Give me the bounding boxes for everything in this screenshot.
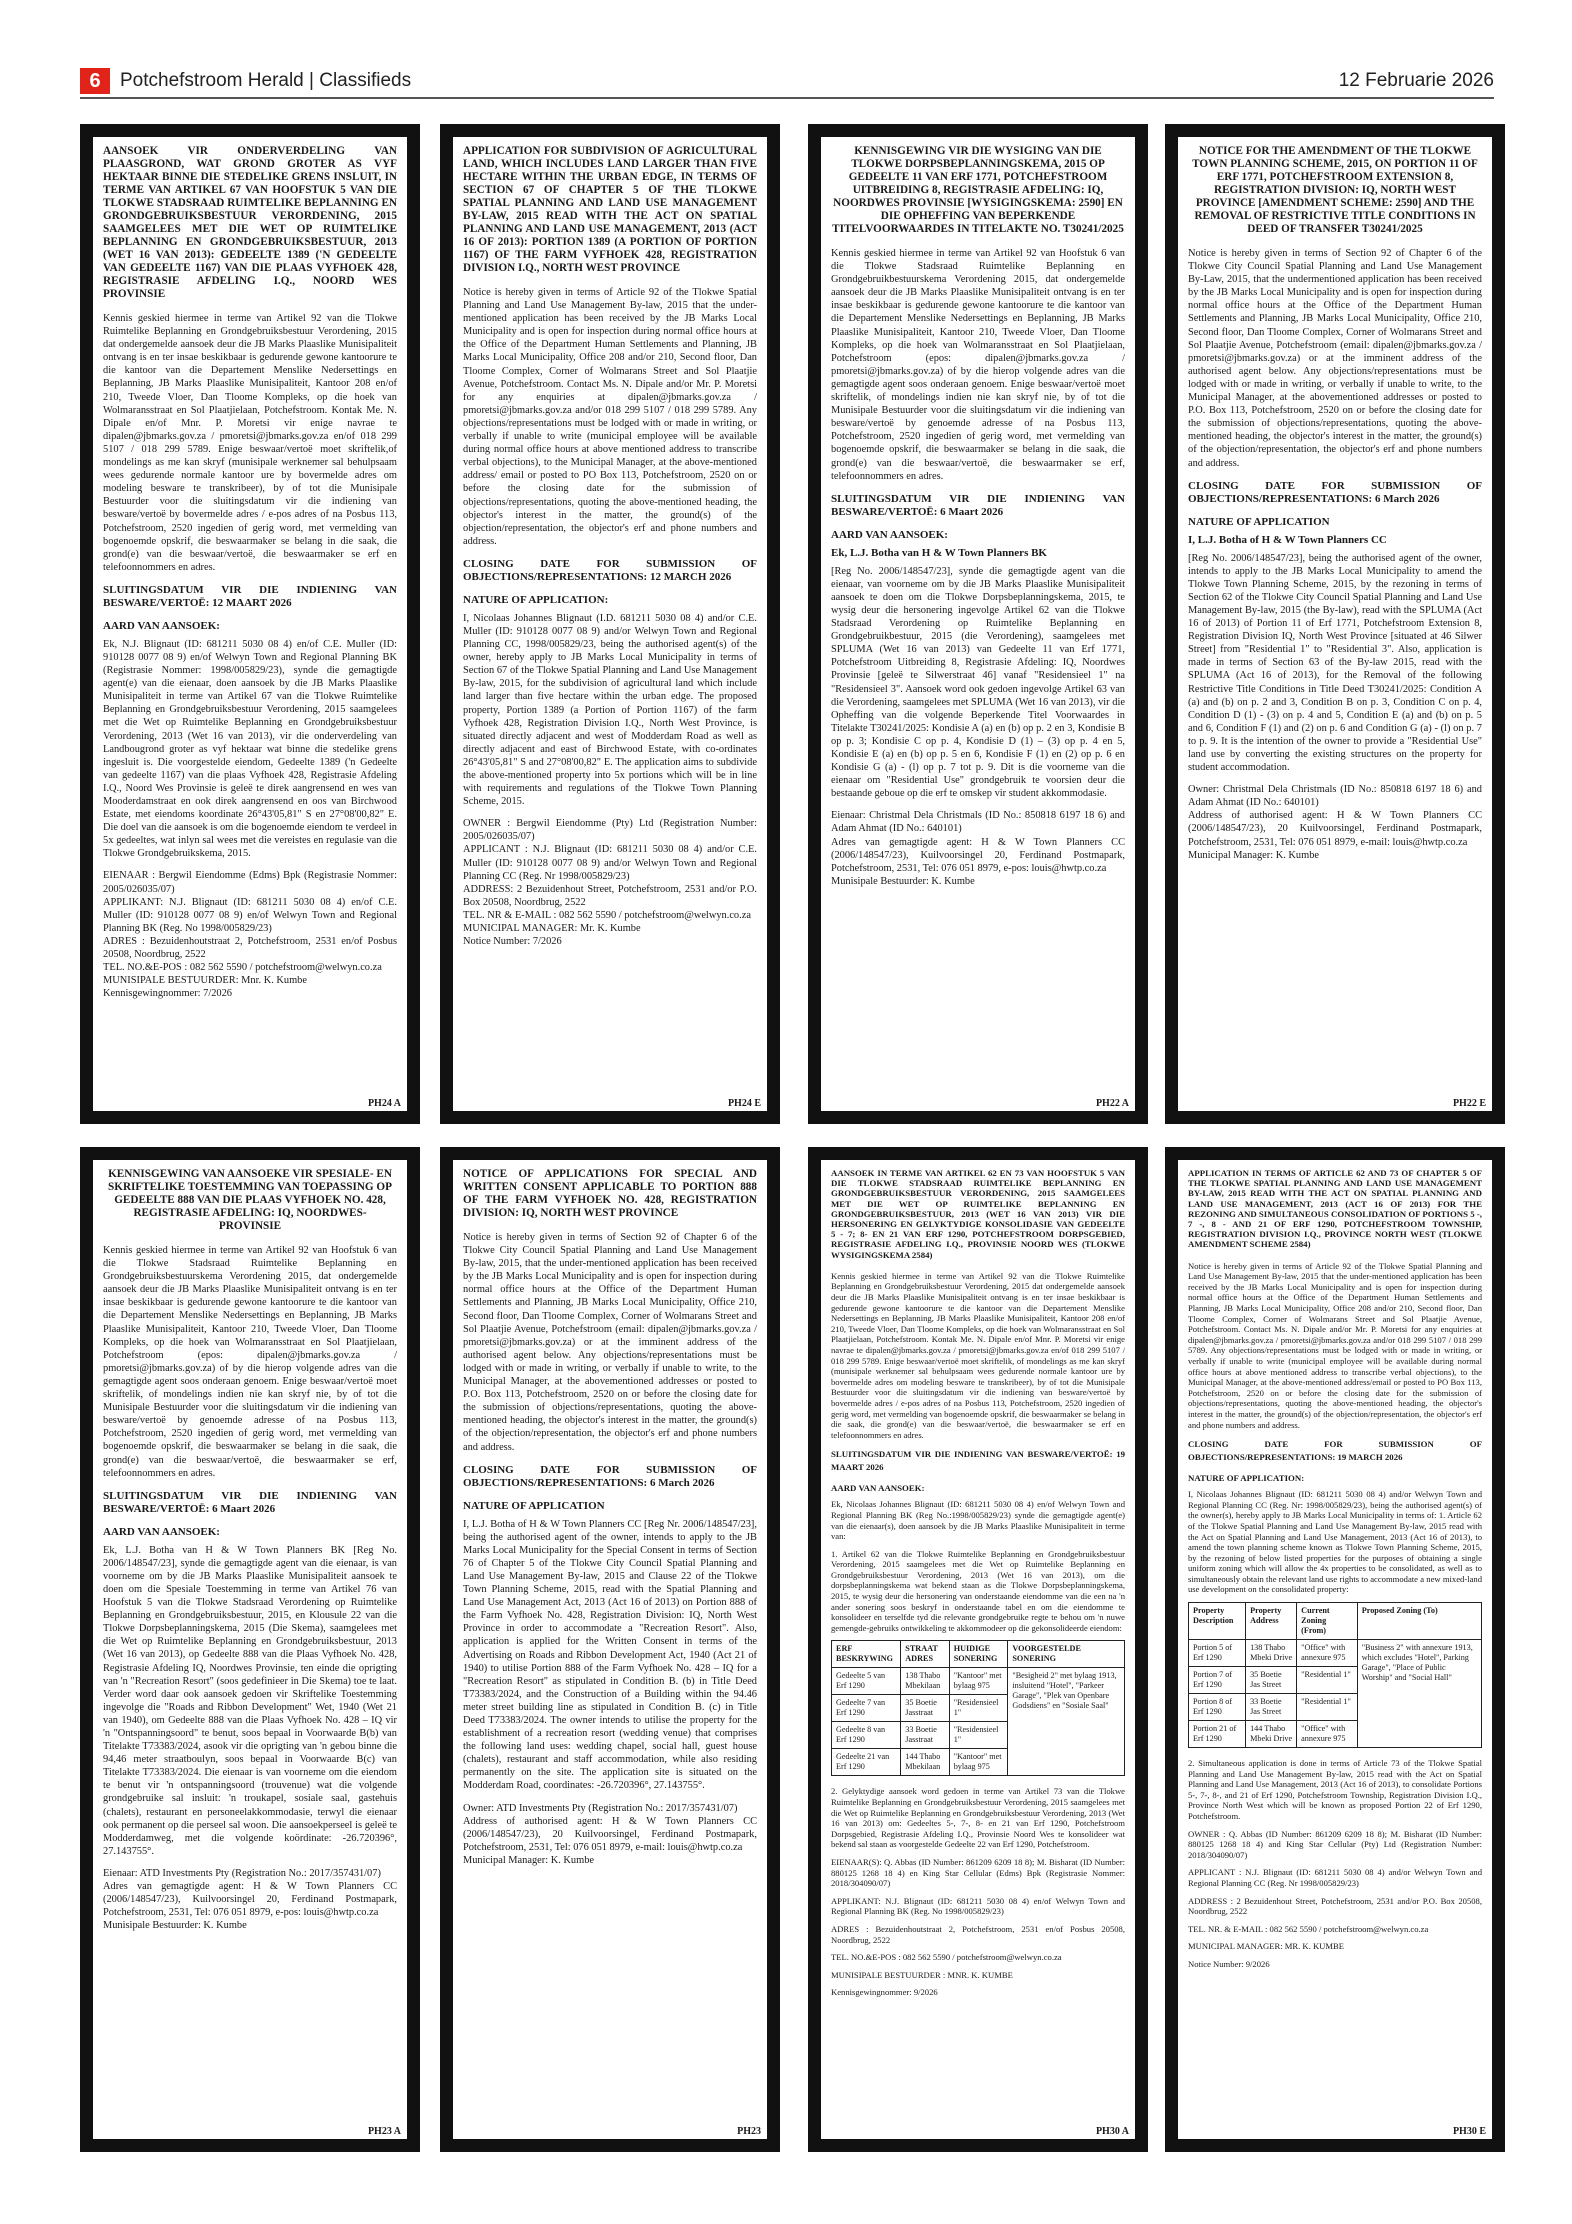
table-cell: "Besigheid 2" met bylaag 1913, insluitend "Hotel", "Parkeer Garage", "Plek van Openbare Godsdiens" en "Sosiale Saal" xyxy=(1008,1668,1125,1776)
contact-line: TEL. NO.&E-POS : 082 562 5590 / potchefstroom@welwyn.co.za xyxy=(831,1952,1062,1963)
agent-address: Adres van gemagtigde agent: H & W Town Planners CC (2006/148547/23), Kuilvoorsingel 20, Ferdinand Postmapark, Potchefstroom, 2531, Tel: 076 051 8979, e-pos: louis@hwtp.co.za xyxy=(103,1881,397,1919)
column-header: STRAAT ADRES xyxy=(901,1641,949,1668)
application-heading: NATURE OF APPLICATION xyxy=(1188,515,1330,528)
address-line: ADRES : Bezuidenhoutstraat 2, Potchefstroom, 2531 en/of Posbus 20508, Noordbrug, 2522 xyxy=(103,935,397,961)
table-cell: "Residential 1" xyxy=(1297,1667,1358,1694)
table-cell: 35 Boetie Jas Street xyxy=(1246,1667,1297,1694)
contact-line: TEL. NR. & E-MAIL : 082 562 5590 / potchefstroom@welwyn.co.za xyxy=(1188,1923,1429,1934)
notice-ph30e xyxy=(1165,1147,1505,2152)
notice-ph22a xyxy=(808,124,1148,1124)
applicant-line: APPLIKANT: N.J. Blignaut (ID: 681211 5030 08 4) en/of C.E. Muller (ID: 910128 0077 08 9) en/of Welwyn Town and Regional Planning BK (Reg. No 1998/005829/23) xyxy=(103,896,397,934)
manager-line: MUNICIPAL MANAGER: Mr. K. Kumbe xyxy=(463,923,641,935)
table-header-row xyxy=(1189,1603,1482,1640)
address-line: ADDRESS : 2 Bezuidenhout Street, Potchefstroom, 2531 and/or P.O. Box 20508, Noordbrug, 2522 xyxy=(1188,1895,1482,1917)
notice-banner-top: KENNISGEWINGS • NOTICES xyxy=(453,124,767,137)
notice-reference: PH24 E xyxy=(727,1098,761,1109)
application-heading: AARD VAN AANSOEK: xyxy=(103,619,220,632)
notice-banner-top: KENNISGEWINGS • NOTICES xyxy=(93,1147,407,1160)
notice-reference: PH23 xyxy=(737,2126,761,2137)
notice-title: APPLICATION FOR SUBDIVISION OF AGRICULTURAL LAND, WHICH INCLUDES LAND LARGER THAN FIVE HECTARE WITHIN THE URBAN EDGE, IN TERMS OF SECTION 67 OF CHAPTER 5 OF THE TLOKWE SPATIAL PLANNING AND LAND USE MANAGEMENT BY-LAW, 2015 READ WITH THE ACT ON SPATIAL PLANNING AND LAND USE MANAGEMENT, 2013 (ACT 16 OF 2013): PORTION 1389 (A PORTION OF PORTION 1167) OF THE FARM VYFHOEK 428, REGISTRATION DIVISION I.Q., NORTH WEST PROVINCE xyxy=(463,145,757,274)
table-cell: Gedeelte 7 van Erf 1290 xyxy=(832,1695,901,1722)
agent-name: Ek, L.J. Botha van H & W Town Planners BK xyxy=(831,546,1047,559)
owner-line: EIENAAR : Bergwil Eiendomme (Edms) Bpk (Registrasie Nommer: 2005/026035/07) xyxy=(103,870,397,895)
table-cell: 138 Thabo Mbekilaan xyxy=(901,1668,949,1695)
owner-line: OWNER : Q. Abbas (ID Number: 861209 6209 18 8); M. Bisharat (ID Number: 880125 1268 18 4) and King Star Cellular (Pty) Ltd (Registration Number: 2018/304090/07) xyxy=(1188,1828,1482,1860)
column-header: VOORGESTELDE SONERING xyxy=(1008,1641,1125,1668)
notice-title: AANSOEK IN TERME VAN ARTIKEL 62 EN 73 VAN HOOFSTUK 5 VAN DIE TLOKWE STADSRAAD RUIMTELIKE BEPLANNING EN GRONDGEBRUIKSBESTUUR VERORDENING, 2015 SAAMGELEES MET DIE WET OP RUIMTELIKE BEPLANNING EN GRONDGEBRUIKSBESTUUR, 2013 (WET 16 VAN 2013) VIR DIE HERSONERING EN GELYKTYDIGE KONSOLIDASIE VAN GEDEELTE 5 - 7; 8- EN 21 VAN ERF 1290, POTCHEFSTROOM DORPSGEBIED, REGISTRASIE AFDELING I.Q., PROVINSIE NOORD WES (TLOKWE WYSIGINGSKEMA 2584) xyxy=(831,1168,1125,1260)
table-row xyxy=(1189,1640,1482,1667)
owner-line: Owner: ATD Investments Pty (Registration No.: 2017/357431/07) xyxy=(463,1802,738,1814)
application-item-1: 1. Artikel 62 van die Tlokwe Ruimtelike Beplanning en Grondgebruiksbestuur Verordening, 2015 saamgelees met die Wet op Ruimtelike Beplanning en Grondgebruiksbestuur Verordening, 2013 (Wet 16 van 2013), om die dorpsbeplanningskema wat bekend staan as die Tlokwe Dorpsbeplanningskema, 2015, te wysig deur die hersonering van onderstaande eiendomme van die een na 'n ander sonering soos beskryf in onderstaande tabel en om die eiendomme te konsolideer en terselfde tyd die relevante grondgebruike regte te behou om 'n nuwe gemengde-gebruiks ontwikkeling te akkommodeer op die gekonsolideerde eiendom: xyxy=(831,1548,1125,1633)
column-header: Property Description xyxy=(1189,1603,1246,1640)
table-cell: Portion 8 of Erf 1290 xyxy=(1189,1694,1246,1721)
publication-title: Potchefstroom Herald | Classifieds xyxy=(120,70,412,91)
issue-date: 12 Februarie 2026 xyxy=(1338,70,1494,91)
rezoning-table xyxy=(831,1640,1125,1776)
table-cell: 33 Boetie Jas Street xyxy=(1246,1694,1297,1721)
application-heading: NATURE OF APPLICATION: xyxy=(1188,1473,1305,1484)
contact-line: TEL. NR & E-MAIL : 082 562 5590 / potchefstroom@welwyn.co.za xyxy=(463,909,751,921)
notice-banner-top: KENNISGEWINGS • NOTICES xyxy=(93,124,407,137)
notice-banner-top: KENNISGEWINGS • NOTICES xyxy=(821,124,1135,137)
table-cell: "Residensieel 1" xyxy=(949,1722,1008,1749)
owner-line: Eienaar: Christmal Dela Christmals (ID No.: 850818 6197 18 6) and Adam Ahmat (ID No.: 640101) xyxy=(831,810,1125,835)
notice-banner-bottom: KENNISGEWINGS • NOTICES xyxy=(1178,2139,1492,2152)
table-cell: "Kantoor" met bylaag 975 xyxy=(949,1749,1008,1776)
applicant-line: APPLICANT : N.J. Blignaut (ID: 681211 5030 08 4) and/or C.E. Muller (ID: 910128 0077 08 9) and/or Welwyn Town and Regional Planning CC (Reg. Nr 1998/005829/23) xyxy=(463,844,757,882)
application-body: [Reg No. 2006/148547/23], being the authorised agent of the owner, intends to apply to the JB Marks Local Municipality to amend the Tlokwe Town Planning Scheme, 2015, by the rezoning in terms of Section 62 of the Tlokwe City Council Spatial Planning and Land Use Management By-law, 2015 (the By-law), read with the SPLUMA (Act 16 of 2013) of Portion 11 of Erf 1771, Potchefstroom Extension 8, Registration Division IQ, North West Province [situated at 46 Silwer Street] from "Residential 1" to "Residential 3". Also, application is made in terms of Section 63 of the By-law 2015, read with the SPLUMA (Act 16 of 2013), for the Removal of the following Restrictive Title Conditions in Title Deed T30241/2025: Condition A (a) and (b) on p. 2 and 3, Condition B on p. 3, Condition C on p. 4, Condition D (1) - (3) on p. 4 and 5, Condition E (a) and (b) on p. 5 and 6, Condition F (1) and (2) on p. 6 and Condition G (a) - (l) on p. 7 to p. 9. It is the intention of the owner to provide a "Residential Use" land use by converting the existing structures on the property for student accommodation. xyxy=(1188,552,1482,774)
notice-reference: PH23 A xyxy=(367,2126,401,2137)
manager-line: Municipal Manager: K. Kumbe xyxy=(1188,849,1320,861)
notice-body: Notice is hereby given in terms of Section 92 of Chapter 6 of the Tlokwe City Council Spatial Planning and Land Use Management By-Law, 2015, that the undermentioned application has been received by the JB Marks Local Municipality and is open for inspection during normal office hours at the Office of the Department Human Settlements and Planning, JB Marks Local Municipality, Office 210, Second floor, Dan Tloome Complex, Corner of Wolmarans Street and Sol Plaatjie Avenue, Potchefstroom (email: dipalen@jbmarks.gov.za / pmoretsi@jbmarks.gov.za) or at the imminent address of the authorised agent below. Any objections/representations must be lodged with or made in writing, or verbally if unable to write, to the Municipal Manager, at the abovementioned addresses or posted to P.O. Box 113, Potchefstroom, 2520 on or before the closing date for the submission of objections/representations, quoting the above-mentioned heading, the objector's interest in the matter, the ground(s) of the objection/representation, the objector's erf and phone numbers and address. xyxy=(1188,248,1482,469)
column-header: Current Zoning (From) xyxy=(1297,1603,1358,1640)
table-row xyxy=(832,1668,1125,1695)
table-cell: 144 Thabo Mbeki Drive xyxy=(1246,1721,1297,1748)
application-item-2: 2. Gelyktydige aansoek word gedoen in terme van Artikel 73 van die Tlokwe Ruimtelike Beplanning en Grondgebruiksbestuur Verordening, 2015 saamgelees met die Wet op Ruimtelike Beplanning en Grondgebruiksbestuur Verordening, 2013 (Wet 16 van 2013) om: Gedeeltes 5-, 7-, 8- en 21 van Erf 1290, Potchefstroom Dorpsgebied, Registrasie Afdeling I.Q., Provinsie Noord Wes te konsolideer wat bekend sal staan as voorgestelde Gedeelte 22 van Erf 1290, Potchefstroom. xyxy=(831,1786,1125,1850)
closing-date-heading: SLUITINGSDATUM VIR DIE INDIENING VAN BESWARE/VERTOË: 19 MAART 2026 xyxy=(831,1449,1125,1473)
notice-ph22e xyxy=(1165,124,1505,1124)
table-cell: Gedeelte 21 van Erf 1290 xyxy=(832,1749,901,1776)
notice-body: Kennis geskied hiermee in terme van Artikel 92 van die Tlokwe Ruimtelike Beplanning en Grondgebruiksbestuur Verordening, 2015 dat ondergemelde aansoek deur die JB Marks Plaaslike Munisipaliteit ontvang is en ter insae beskikbaar is gedurende gewone kantoorure te die kantoor van die Departement Menslike Nedersettings en Beplanning, JB Marks Plaaslike Munisipaliteit, Kantoor 208 en/of 210, Tweede Vloer, Dan Tloome Kompleks, op die hoek van Wolmaransstraat en Sol Plaatjielaan, Potchefstroom. Kontak Me. N. Dipale en/of Mnr. P. Moretsi vir enige navrae te dipalen@jbmarks.gov.za / pmoretsi@jbmarks.gov.za en/of 018 299 5107 / 018 299 5789. Enige beswaar/vertoë moet skriftelik, of mondelings as me kan skryf (munisipale werknemer sal behulpsaam wees gedurende normale kantoor ure by bovermelde adres om modeling besware te transkribeer), by of tot die Munisipale Bestuurder voor die sluitingsdatum vir die indiening van besware/vertoë by bovermelde adres / e-pos adres of na Posbus 113, Potchefstroom, 2520 ingedien of gerig word, met vermelding van bogenoemde opskrif, die beswaarmaker se belang in die saak, die grond(e) van die beswaar/vertoë, die beswaarmaker se erf en telefoonnommers en adres. xyxy=(831,1270,1125,1440)
manager-line: Municipal Manager: K. Kumbe xyxy=(463,1854,595,1866)
application-heading: AARD VAN AANSOEK: xyxy=(103,1525,220,1538)
address-line: ADRES : Bezuidenhoutstraat 2, Potchefstroom, 2531 en/of Posbus 20508, Noordbrug, 2522 xyxy=(831,1923,1125,1945)
owner-line: Eienaar: ATD Investments Pty (Registration No.: 2017/357431/07) xyxy=(103,1867,381,1879)
application-heading: AARD VAN AANSOEK: xyxy=(831,1483,925,1494)
application-body: Ek, L.J. Botha van H & W Town Planners BK [Reg No. 2006/148547/23], synde die gemagtigde agent van die eienaar, is van voorneme om by die JB Marks Plaaslike Munisipaliteit aansoek te doen om die Spesiale Toestemming in terme van Artikel 76 van Hoofstuk 5 van die Tlokwe Stadsraad Verordening op Ruimtelike Beplanning en Grondgebruiksbestuur, 2015, en Klousule 22 van die Tlokwe Dorpsbeplanningskema, 2015 (Die Skema), saamgelees met die Wet op Ruimtelike Beplanning en Grondgebruiksbestuur, 2013 (Wet 16 van 2013), op Gedeelte 888 van die Plaas Vyfhoek No. 428, Registrasie Afdeling IQ, Noordwes Provinsie, ten einde die oprigting van 'n "Recreation Resort" (soos gedefinieer in Die Skema) toe te laat. Verder word daar ook aansoek gedoen vir Skriftelike Toestemming ingevolge die "Roads and Ribbon Development" Wet, 1940 (Wet 21 van 1940), om Gedeelte 888 van die Plaas Vyfhoek No. 428 – IQ vir 'n "Ontspanningsoord" te benut, soos bepaal in Voorwaarde B(b) van Titelakte T73383/2024, asook vir die oprigting van 'n gebou binne die 94,46 meter straatboulyn, soos bepaal in Voorwaarde B(c) van Titelakte T73383/2024. Die eienaar is van voorneme om die eiendom te benut vir 'n ontspanningsoord (trouvenue) wat die volgende grondgebruike sal insluit: 'n troukapel, sosiale saal, gastehuis (chalets), restaurant en personeelakkommodasie, terwyl die eienaar ook permanent op die perseel sal woon. Die aansoekperseel is geleë te Modderdamweg, met die volgende koördinate: -26.720396°, 27.143755°. xyxy=(103,1544,397,1857)
applicant-line: APPLIKANT: N.J. Blignaut (ID: 681211 5030 08 4) en/of Welwyn Town and Regional Planning BK (Reg. No 1998/005829/23) xyxy=(831,1895,1125,1917)
table-cell: 35 Boetie Jasstraat xyxy=(901,1695,949,1722)
notice-reference: PH22 E xyxy=(1452,1098,1486,1109)
notice-banner-bottom: KENNISGEWINGS • NOTICES xyxy=(821,2139,1135,2152)
table-cell: 138 Thabo Mbeki Drive xyxy=(1246,1640,1297,1667)
application-body: I, Nicolaas Johannes Blignaut (ID: 681211 5030 08 4) and/or Welwyn Town and Regional Planning CC (Reg. Nr: 1998/005829/23), being the authorised agent(s) of the owner(s), hereby apply to JB Marks Local Municipality in terms of: 1. Article 62 of the Tlokwe Spatial Planning and Land Use Management By-law, 2015 read with the Act on Spatial Planning and Land Use Management, 2013 (Act 16 of 2013), to amend the town planning scheme known as Tlokwe Town Planning Scheme, 2015, by the rezoning of below listed properties for the purposes of obtaining a single uniform zoning which will allow the 4x properties to be consolidated, as well as to simultaneously obtain the relevant land use rights to accommodate a new mixed-land use development on the consolidated property: xyxy=(1188,1489,1482,1595)
manager-line: MUNISIPALE BESTUURDER: Mnr. K. Kumbe xyxy=(103,975,307,987)
column-header: Proposed Zoning (To) xyxy=(1357,1603,1481,1640)
table-cell: 144 Thabo Mbekilaan xyxy=(901,1749,949,1776)
notice-title: KENNISGEWING VIR DIE WYSIGING VAN DIE TLOKWE DORPSBEPLANNINGSKEMA, 2015 OP GEDEELTE 11 VAN ERF 1771, POTCHEFSTROOM UITBREIDING 8, REGISTRASIE AFDELING: IQ, NOORDWES PROVINSIE [WYSIGINGSKEMA: 2590] EN DIE OPHEFFING VAN BEPERKENDE TITELVOORWAARDES IN TITELAKTE NO. T30241/2025 xyxy=(832,145,1124,235)
notice-reference: PH30 A xyxy=(1095,2126,1129,2137)
notice-title: KENNISGEWING VAN AANSOEKE VIR SPESIALE- EN SKRIFTELIKE TOESTEMMING VAN TOEPASSING OP GEDEELTE 888 VAN DIE PLAAS VYFHOEK NO. 428, REGISTRASIE AFDELING: IQ, NOORDWES-PROVINSIE xyxy=(108,1168,392,1232)
manager-line: MUNISIPALE BESTUURDER : MNR. K. KUMBE xyxy=(831,1969,1013,1980)
table-cell: "Office" with annexure 975 xyxy=(1297,1640,1358,1667)
notice-banner-top: KENNISGEWINGS • NOTICES xyxy=(1178,124,1492,137)
notice-number: Notice Number: 7/2026 xyxy=(463,936,562,948)
notice-number: Kennisgewingnommer: 9/2026 xyxy=(831,1987,938,1998)
table-cell: Portion 7 of Erf 1290 xyxy=(1189,1667,1246,1694)
application-heading: NATURE OF APPLICATION xyxy=(463,1499,605,1512)
owner-line: Owner: Christmal Dela Christmals (ID No.: 850818 6197 18 6) and Adam Ahmat (ID No.: 640101) xyxy=(1188,784,1482,809)
closing-date-heading: CLOSING DATE FOR SUBMISSION OF OBJECTIONS/REPRESENTATIONS: 19 MARCH 2026 xyxy=(1188,1439,1482,1463)
notice-ph23 xyxy=(440,1147,780,2152)
application-item-2: 2. Simultaneous application is done in terms of Article 73 of the Tlokwe Spatial Planning and Land Use Management By-law, 2015 read with the Act on Spatial Planning and Land Use Management, 2013 (Act 16 of 2013), to consolidate Portions 5-, 7-, 8-, and 21 of Erf 1290, Potchefstroom Township, Registration Division I.Q., Province North West which will be known as proposed Portion 22 of Erf 1290, Potchefstroom. xyxy=(1188,1758,1482,1822)
column-header: Property Address xyxy=(1246,1603,1297,1640)
column-header: HUIDIGE SONERING xyxy=(949,1641,1008,1668)
table-cell: 33 Boetie Jasstraat xyxy=(901,1722,949,1749)
application-body: Ek, N.J. Blignaut (ID: 681211 5030 08 4) en/of C.E. Muller (ID: 910128 0077 08 9) en/of Welwyn Town and Regional Planning BK (Registrasie Nommer: 1998/005829/23), synde die gemagtigde agent(e) van die eienaar, doen aansoek by die JB Marks Plaaslike Munisipaliteit in terme van Artikel 67 van die Tlokwe Ruimtelike Beplanning en Grondgebruiksbestuur Verordening, 2015 saamgelees met die Wet op Ruimtelike Beplanning en Grondgebruiksbestuur Verordening, 2013 (Wet 16 van 2013), vir die onderverdeling van Landbougrond groter as vyf hektaar wat binne die stedelike grens ingesluit is. Die voorgestelde eiendom, Gedeelte 1389 ('n Gedeelte van gedeelte 1167) van die plaas Vyfhoek 428, Registrasie Afdeling I.Q., Noord Wes Provinsie is geleë te direk aangrensend en wes van Mooderdamstraat en ook direk aangrensend en oos van Birchwood Estate, met eiendoms koordinate 26°43'05,81" S en 27°08'00,82" E. Die doel van die aansoek is om die bogenoemde eiendom te verdeel in 5x gedeeltes, wat inlyn sal wees met die vereistes en regulasie van die Tlokwe Grondgebruikskema, 2015. xyxy=(103,638,397,860)
notice-banner-top: KENNISGEWINGS • NOTICES xyxy=(453,1147,767,1160)
applicant-line: APPLICANT : N.J. Blignaut (ID: 681211 5030 08 4) and/or Welwyn Town and Regional Planning CC (Reg. Nr 1998/005829/23) xyxy=(1188,1867,1482,1888)
table-cell: Gedeelte 8 van Erf 1290 xyxy=(832,1722,901,1749)
table-cell: Gedeelte 5 van Erf 1290 xyxy=(832,1668,901,1695)
application-body: [Reg No. 2006/148547/23], synde die gemagtigde agent van die eienaar, van voorneme om by die JB Marks Plaaslike Munisipaliteit aansoek te doen om die Tlokwe Dorpsbeplanningskema, 2015, te wysig deur die hersonering ingevolge Artikel 62 van die Tlokwe Stadsraad Verordening op Ruimtelike Beplanning en Grondgebruikbestuur, 2015 (die Verordening), saamgelees met SPLUMA (Wet 16 van 2013) van Gedeelte 11 van Erf 1771, Potchefstroom Uitbreiding 8, Registrasie Afdeling: IQ, Noordwes Provinsie [geleë te Silwerstraat 46] vanaf "Residensieel 1" na "Residensieel 3". Aansoek word ook gedoen ingevolge Artikel 63 van die Verordening, saamgelees met SPLUMA (Wet 16 van 2013), vir die Opheffing van die volgende Beperkende Titel Voorwaardes in Titelakte T30241/2025: Kondisie A (a) en (b) op p. 2 en 3, Kondisie B op p. 3; Kondisie C op p. 4, Kondisie D (1) – (3) op p. 4 en 5, Kondisie E (a) en (b) op p. 5 en 6, Kondisie F (1) en (2) op p. 6 en Kondisie G (a) - (l) op p. 7 tot p. 9. Dit is die voorneme van die eienaar om "Residential Use" grondgebruik te voorsien deur die bestaande geboue op die erf te omskep vir student akkommodasie. xyxy=(831,565,1125,800)
agent-address: Address of authorised agent: H & W Town Planners CC (2006/148547/23), 20 Kuilvoorsingel, Ferdinand Postmapark, Potchefstroom, 2531, Tel: 076 051 8979, e-mail: louis@hwtp.co.za xyxy=(463,1815,757,1853)
notice-title: APPLICATION IN TERMS OF ARTICLE 62 AND 73 OF CHAPTER 5 OF THE TLOKWE SPATIAL PLANNING AND LAND USE MANAGEMENT BY-LAW, 2015 READ WITH THE ACT ON SPATIAL PLANNING AND LAND USE MANAGEMENT, 2013 (ACT 16 OF 2013) FOR THE REZONING AND SIMULTANEOUS CONSOLIDATION OF PORTIONS 5 -, 7 -, 8 - AND 21 OF ERF 1290, POTCHEFSTROOM TOWNSHIP, REGISTRATION DIVISION I.Q., PROVINCE NORTH WEST (TLOKWE AMENDMENT SCHEME 2584) xyxy=(1188,1168,1482,1250)
notice-ph23a xyxy=(80,1147,420,2152)
manager-line: Munisipale Bestuurder: K. Kumbe xyxy=(831,875,975,887)
notice-body: Notice is hereby given in terms of Article 92 of the Tlokwe Spatial Planning and Land Use Management By-law, 2015 that the under-mentioned application has been received by the JB Marks Local Municipality and is open for inspection during normal office hours at the Office of the Department Human Settlements and Planning, JB Marks Local Municipality, Office 208 and/or 210, Second floor, Dan Tloome Complex, Corner of Wolmarans Street and Sol Plaatjie Avenue, Potchefstroom. Contact Ms. N. Dipale and/or Mr. P. Moretsi for any enquiries at dipalen@jbmarks.gov.za / pmoretsi@jbmarks.gov.za and/or 018 299 5107 / 018 299 5789. Any objections/representations must be lodged with or made in writing, or verbally if unable to write (municipal employee will be available during normal office hours at above mentioned address to transcribe verbal objections), to the Municipal Manager, at the above-mentioned address/email or posted to PO Box 113, Potchefstroom, 2520 on or before the closing date for the submission of objections/representations, quoting the above-mentioned heading, the objector's interest in the matter, the ground(s) of the objection/representation, the objector's erf and phone numbers and address. xyxy=(1188,1260,1482,1430)
agent-address: Address of authorised agent: H & W Town Planners CC (2006/148547/23), 20 Kuilvoorsingel, Ferdinand Postmapark, Potchefstroom, 2531, Tel: 076 051 8979, e-mail: louis@hwtp.co.za xyxy=(1188,810,1482,848)
closing-date-heading: CLOSING DATE FOR SUBMISSION OF OBJECTIONS/REPRESENTATIONS: 12 MARCH 2026 xyxy=(463,557,757,583)
closing-date-heading: CLOSING DATE FOR SUBMISSION OF OBJECTIONS/REPRESENTATIONS: 6 March 2026 xyxy=(1188,479,1482,505)
notice-banner-bottom: KENNISGEWINGS • NOTICES xyxy=(453,2139,767,2152)
notice-banner-bottom: KENNISGEWINGS • NOTICES xyxy=(93,2139,407,2152)
notice-body: Kennis geskied hiermee in terme van Artikel 92 van Hoofstuk 6 van die Tlokwe Stadsraad Ruimtelike Beplanning en Grondgebruikbestuurskema Verordening 2015, dat ondergemelde aansoek deur die JB Marks Plaaslike Munisipaliteit ontvang is en ter insae beskikbaar is gedurende gewone kantoorure te die kantoor van die Departement Menslike Nedersettings en Beplanning, JB Marks Plaaslike Munisipaliteit, Kantoor 210, Tweede Vloer, Dan Tloome Kompleks, op die hoek van Wolmaransstraat en Sol Plaatjielaan, Potchefstroom (epos: dipalen@jbmarks.gov.za / pmoretsi@jbmarks.gov.za) of by die hierop volgende adres van die gemagtigde agent soos onderaan genoem. Enige beswaar/vertoë moet skriftelik, of mondelings indien nie kan skryf nie, by of tot die Munisipale Bestuurder voor die sluitingsdatum vir die indiening van besware/vertoë by genoemde adresse of na Posbus 113, Potchefstroom, 2520 ingedien of gerig word, met vermelding van bogenoemde opskrif, die beswaarmaker se belang in die saak, die grond(e) van die beswaar/vertoë, die beswaarmaker se erf, telefoonnommers en adres. xyxy=(831,248,1125,482)
table-header-row xyxy=(832,1641,1125,1668)
address-line: ADDRESS: 2 Bezuidenhout Street, Potchefstroom, 2531 and/or P.O. Box 20508, Noordbrug, 2522 xyxy=(463,883,757,908)
table-cell: "Kantoor" met bylaag 975 xyxy=(949,1668,1008,1695)
manager-line: Munisipale Bestuurder: K. Kumbe xyxy=(103,1920,247,1932)
rezoning-table xyxy=(1188,1602,1482,1748)
closing-date-heading: CLOSING DATE FOR SUBMISSION OF OBJECTIONS/REPRESENTATIONS: 6 March 2026 xyxy=(463,1463,757,1489)
table-cell: "Residensieel 1" xyxy=(949,1695,1008,1722)
notice-number: Notice Number: 9/2026 xyxy=(1188,1958,1270,1969)
notice-ph24e xyxy=(440,124,780,1124)
closing-date-heading: SLUITINGSDATUM VIR DIE INDIENING VAN BESWARE/VERTOË: 12 MAART 2026 xyxy=(103,583,397,609)
notice-title: AANSOEK VIR ONDERVERDELING VAN PLAASGROND, WAT GROND GROTER AS VYF HEKTAAR BINNE DIE STEDELIKE GRENS INSLUIT, IN TERME VAN ARTIKEL 67 VAN HOOFSTUK 5 VAN DIE TLOKWE STADSRAAD RUIMTELIKE BEPLANNING EN GRONDGEBRUIKSBESTUUR VERORDENING, 2015 SAAMGELEES MET DIE WET OP RUIMTELIKE BEPLANNING EN GRONDGEBRUIKSBESTUUR, 2013 (WET 16 VAN 2013): GEDEELTE 1389 ('N GEDEELTE VAN GEDEELTE 1167) VAN DIE PLAAS VYFHOEK 428, REGISTRASIE AFDELING I.Q., NOORD WES PROVINSIE xyxy=(103,145,397,300)
owner-line: OWNER : Bergwil Eiendomme (Pty) Ltd (Registration Number: 2005/026035/07) xyxy=(463,818,757,843)
notice-body: Notice is hereby given in terms of Article 92 of the Tlokwe Spatial Planning and Land Use Management By-law, 2015 that the under-mentioned application has been received by the JB Marks Local Municipality and is open for inspection during normal office hours at the Office of the Department Human Settlements and Planning, JB Marks Local Municipality, Office 208 and/or 210, Second floor, Dan Tloome Complex, Corner of Wolmarans Street and Sol Plaatjie Avenue, Potchefstroom. Contact Ms. N. Dipale and/or Mr. P. Moretsi for any enquiries at dipalen@jbmarks.gov.za / pmoretsi@jbmarks.gov.za and/or 018 299 5107 / 018 299 5789. Any objections/representations must be lodged with or made in writing, or verbally if unable to write (municipal employee will be available during normal office hours at above mentioned address to transcribe verbal objections), to the Municipal Manager, at the above-mentioned address/ email or posted to PO Box 113, Potchefstroom, 2520 on or before the closing date for the submission of objections/representations, quoting the above-mentioned heading, the objector's interest in the matter, the ground(s) of the objection/representation, the objector's erf and phone numbers and address. xyxy=(463,287,757,547)
notice-body: Notice is hereby given in terms of Section 92 of Chapter 6 of the Tlokwe City Council Spatial Planning and Land Use Management By-law, 2015, that the under-mentioned application has been received by the JB Marks Local Municipality and is open for inspection during normal office hours at the Office of the Department Human Settlements and Planning, JB Marks Local Municipality, Office 210, Second floor, Dan Tloome Complex, Corner of Wolmarans Street and Sol Plaatjie Avenue, Potchefstroom (email: dipalen@jbmarks.gov.za / pmoretsi@jbmarks.gov.za) or at the imminent address of the authorised agent below. Any objections/representations must be lodged with or made in writing, or verbally if unable to write, to the Municipal Manager, at the abovementioned addresses or posted to P.O. Box 113, Potchefstroom, 2520 on or before the closing date for the submission of objections/representations, quoting the above-mentioned heading, the objector's interest in the matter, the ground(s) of the objection/representation, the objector's erf and phone numbers and address. xyxy=(463,1232,757,1453)
notice-title: NOTICE OF APPLICATIONS FOR SPECIAL AND WRITTEN CONSENT APPLICABLE TO PORTION 888 OF THE FARM VYFHOEK NO. 428, REGISTRATION DIVISION: IQ, NORTH WEST PROVINCE xyxy=(463,1168,757,1219)
contact-line: TEL. NO.&E-POS : 082 562 5590 / potchefstroom@welwyn.co.za xyxy=(103,962,382,974)
agent-name: I, L.J. Botha of H & W Town Planners CC xyxy=(1188,533,1387,546)
closing-date-heading: SLUITINGSDATUM VIR DIE INDIENING VAN BESWARE/VERTOË: 6 Maart 2026 xyxy=(831,492,1125,518)
agent-address: Adres van gemagtigde agent: H & W Town Planners CC (2006/148547/23), Kuilvoorsingel 20, Ferdinand Postmapark, Potchefstroom, 2531, Tel: 076 051 8979, e-pos: louis@hwtp.co.za xyxy=(831,836,1125,874)
notice-ph30a xyxy=(808,1147,1148,2152)
table-cell: "Office" with annexure 975 xyxy=(1297,1721,1358,1748)
application-heading: NATURE OF APPLICATION: xyxy=(463,593,609,606)
application-body: Ek, Nicolaas Johannes Blignaut (ID: 681211 5030 08 4) en/of Welwyn Town and Regional Planning BK (Reg No.:1998/005829/23) synde die gemagtigde agent(e) van die eienaar(s), doen aansoek by die JB Marks Plaaslike Munisipaliteit in terme van: xyxy=(831,1499,1125,1542)
table-cell: "Business 2" with annexure 1913, which excludes "Hotel", Parking Garage", "Place of Public Worship" and "Social Hall" xyxy=(1357,1640,1481,1748)
notice-body: Kennis geskied hiermee in terme van Artikel 92 van Hoofstuk 6 van die Tlokwe Stadsraad Ruimtelike Beplanning en Grondgebruiksbestuurskema Verordening 2015, dat ondergemelde aansoek deur die JB Marks Plaaslike Munisipaliteit ontvang is en ter insae beskikbaar is gedurende gewone kantoorure te die kantoor van die Departement Menslike Nedersettings en Beplanning, JB Marks Plaaslike Munisipaliteit, Kantoor 210, Tweede Vloer, Dan Tloome Kompleks, op die hoek van Wolmaransstraat en Sol Plaatjielaan, Potchefstroom (epos: dipalen@jbmarks.gov.za / pmoretsi@jbmarks.gov.za) of by die hierop volgende adres van die gemagtigde agent soos onderaan genoem. Enige beswaar/vertoë moet skriftelik, of mondelings indien nie kan skryf nie, by of tot die Munisipale Bestuurder voor die sluitingsdatum vir die indiening van besware/vertoë by genoemde adresse of na Posbus 113, Potchefstroom, 2520 ingedien of gerig word, met vermelding van bogenoemde opskrif, die beswaarmaker se belang in die saak, die grond(e) van die beswaar/vertoë, die beswaarmaker se erf, telefoonnommers en adres. xyxy=(103,1245,397,1479)
masthead xyxy=(80,68,1494,94)
application-body: I, Nicolaas Johannes Blignaut (I.D. 681211 5030 08 4) and/or C.E. Muller (ID: 910128 0077 08 9) and/or Welwyn Town and Regional Planning CC, 1998/005829/23, being the authorised agent(s) of the owner, hereby apply to JB Marks Local Municipality in terms of Section 67 of the Tlokwe Spatial Planning and Land Use Management By-law, 2015, for the subdivision of agricultural land which include land larger than five hectare within the urban edge. The proposed property, Portion 1389 (a Portion of Portion 1167) of the farm Vyfhoek 428, Registration Division I.Q., North West Province, is situated directly adjacent and west of Modderdam Road as well as directly adjacent and east of Birchwood Estate, with co-ordinates 26°43'05,81" S and 27°08'00,82" E. The application aims to subdivide the above-mentioned property into 5x portions which will be in line with requirements and regulations of the Tlokwe Town Planning Scheme, 2015. xyxy=(463,612,757,808)
notice-title: NOTICE FOR THE AMENDMENT OF THE TLOKWE TOWN PLANNING SCHEME, 2015, ON PORTION 11 OF ERF 1771, POTCHEFSTROOM EXTENSION 8, REGISTRATION DIVISION: IQ, NORTH WEST PROVINCE [AMENDMENT SCHEME: 2590] AND THE REMOVAL OF RESTRICTIVE TITLE CONDITIONS IN DEED OF TRANSFER T30241/2025 xyxy=(1192,145,1478,235)
notice-number: Kennisgewingnommer: 7/2026 xyxy=(103,988,233,1000)
table-cell: Portion 21 of Erf 1290 xyxy=(1189,1721,1246,1748)
notice-body: Kennis geskied hiermee in terme van Artikel 92 van die Tlokwe Ruimtelike Beplanning en Grondgebruiksbestuur Verordening, 2015 dat ondergemelde aansoek deur die JB Marks Plaaslike Munisipaliteit ontvang is en ter insae beskikbaar is gedurende gewone kantoorure te die kantoor van die Departement Menslike Nedersettings en Beplanning, JB Marks Plaaslike Munisipaliteit, Kantoor 208 en/of 210, Tweede Vloer, Dan Tloome Kompleks, op die hoek van Wolmaransstraat en Sol Plaatjielaan, Potchefstroom. Kontak Me. N. Dipale en/of Mnr. P. Moretsi vir enige navrae te dipalen@jbmarks.gov.za / pmoretsi@jbmarks.gov.za en/of 018 299 5107 / 018 299 5789. Enige beswaar/vertoë moet skriftelik,of mondelings as me kan skryf (munisipale werknemer sal behulpsaam wees gedurende normale kantoor ure by bovermelde adres om modeling besware te transkribeer), by of tot die Munisipale Bestuurder voor die sluitingsdatum vir die indiening van besware/vertoë by bovermelde adres / e-pos adres of na Posbus 113, Potchefstroom, 2520 ingedien of gerig word, met vermelding van bogenoemde opskrif, die beswaarmaker se belang in die saak, die grond(e) van die beswaar/vertoë, die beswaarmaker se erf en telefoonnommers en adres. xyxy=(103,313,397,573)
closing-date-heading: SLUITINGSDATUM VIR DIE INDIENING VAN BESWARE/VERTOË: 6 Maart 2026 xyxy=(103,1489,397,1515)
owner-line: EIENAAR(S): Q. Abbas (ID Number: 861209 6209 18 8); M. Bisharat (ID Number: 880125 1268 18 4) en King Star Cellular (Edms) Bpk (Registrasie Nommer: 2018/304090/07) xyxy=(831,1857,1125,1889)
masthead-divider xyxy=(80,97,1494,99)
application-body: I, L.J. Botha of H & W Town Planners CC [Reg Nr. 2006/148547/23], being the authorised agent of the owner, intends to apply to the JB Marks Local Municipality for the Special Consent in terms of Section 76 of Chapter 5 of the Tlokwe City Council Spatial Planning and Land Use Management By-law, 2015 and Clause 22 of the Tlokwe Town Planning Scheme, 2015, read with the Spatial Planning and Land Use Management Act, 2013 (Act 16 of 2013) on Portion 888 of the Farm Vyfhoek No. 428, Registration Division: IQ, North West Province in order to accommodate a "Recreation Resort". Also, application is applied for the Written Consent in terms of the Advertising on Roads and Ribbon Development Act, 1940 (Act 21 of 1940) to utilise Portion 888 of the Farm Vyfhoek No. 428 – IQ for a "Recreation Resort" as stipulated in Condition B. (b) in Title Deed T73383/2024, and the Construction of a Building within the 94.46 meter street building line as stipulated in Condition B. (c) in Title Deed T73383/2024. The owner intends to utilise the property for the establishment of a recreation resort (wedding venue) that comprises the following land uses: wedding chapel, social hall, guest house (chalets), restaurant and staff accommodation, while also residing permanently on the site. The application site is situated on the Modderdam Road, coordinates: -26.720396°, 27.143755°. xyxy=(463,1518,757,1792)
notice-reference: PH30 E xyxy=(1452,2126,1486,2137)
page-number: 6 xyxy=(80,68,110,94)
notice-banner-top: KENNISGEWINGS • NOTICES xyxy=(821,1147,1135,1160)
notice-reference: PH24 A xyxy=(367,1098,401,1109)
application-heading: AARD VAN AANSOEK: xyxy=(831,528,948,541)
notice-ph24a xyxy=(80,124,420,1124)
table-cell: "Residential 1" xyxy=(1297,1694,1358,1721)
manager-line: MUNICIPAL MANAGER: MR. K. KUMBE xyxy=(1188,1941,1344,1952)
notice-banner-top: KENNISGEWINGS • NOTICES xyxy=(1178,1147,1492,1160)
notice-reference: PH22 A xyxy=(1095,1098,1129,1109)
table-cell: Portion 5 of Erf 1290 xyxy=(1189,1640,1246,1667)
column-header: ERF BESKRYWING xyxy=(832,1641,901,1668)
